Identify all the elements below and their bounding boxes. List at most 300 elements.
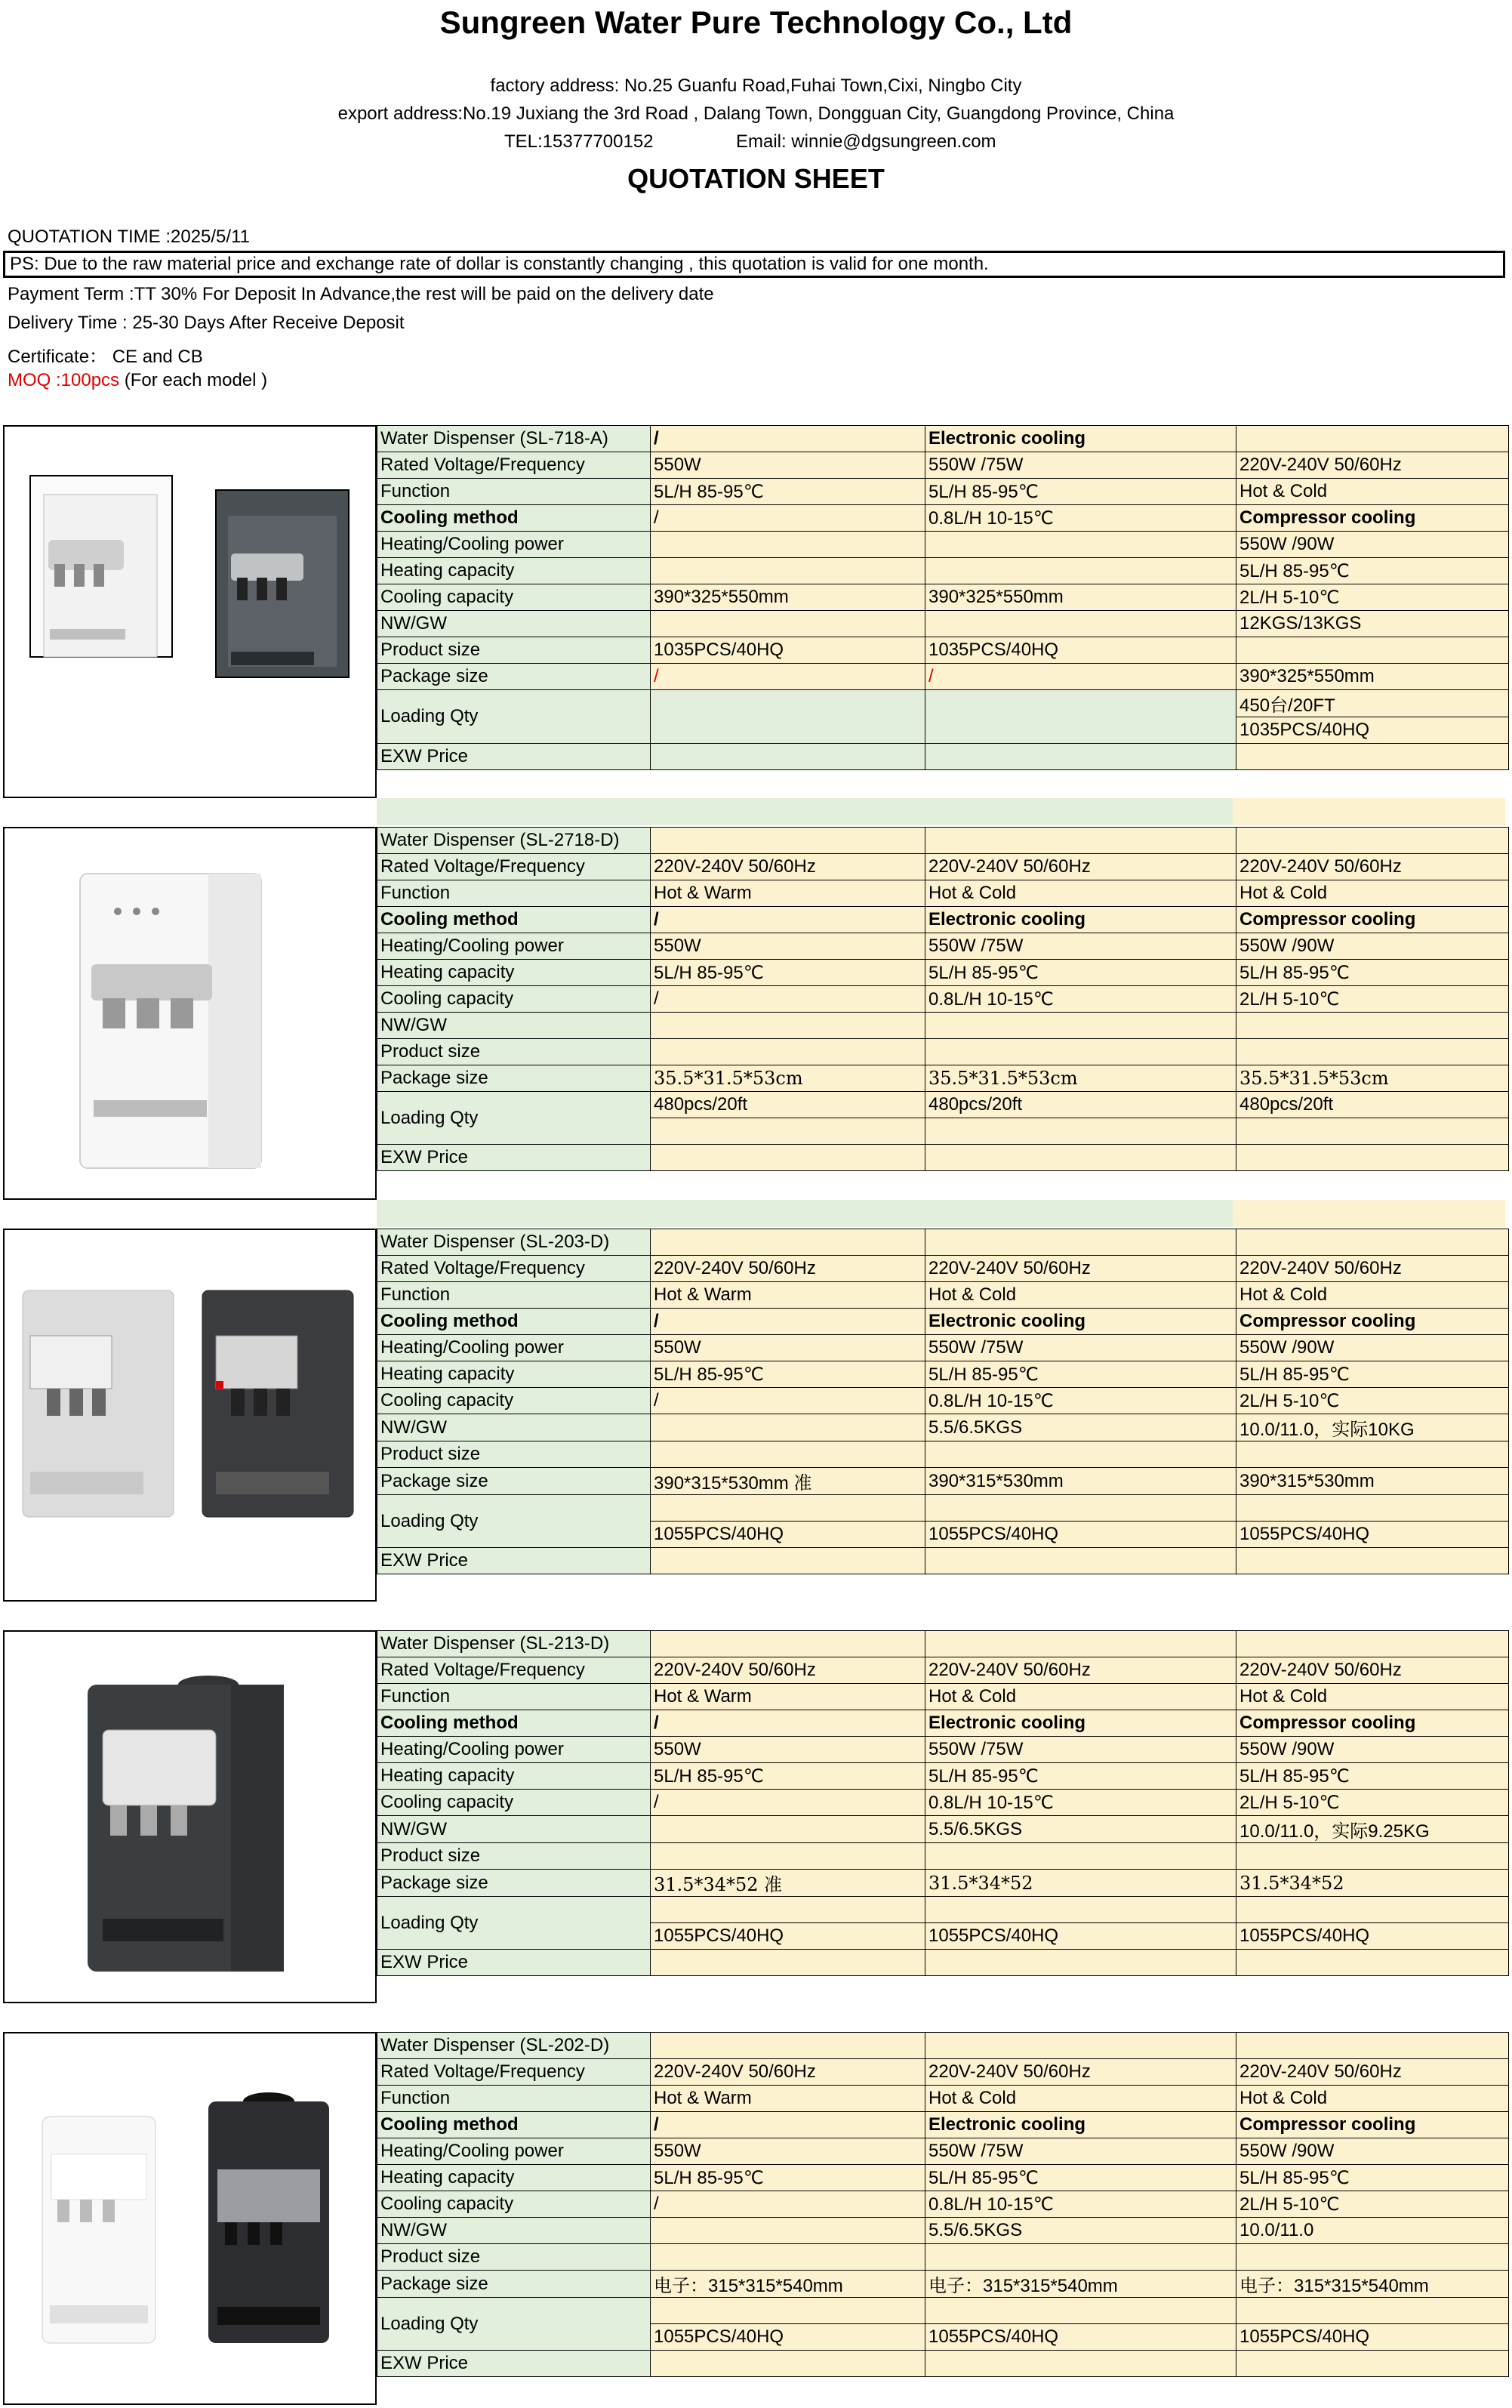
cell: Hot & Cold [1236,1684,1509,1710]
table-row [377,1256,1509,1282]
table-row [377,1335,1509,1361]
moq-note: (For each model ) [119,370,268,390]
row-label: EXW Price [377,2351,651,2377]
cell: 1055PCS/40HQ [1236,1522,1509,1548]
cell: Hot & Warm [651,880,925,907]
table-row [377,2244,1509,2271]
strip-yellow [1233,798,1505,825]
validity-note: PS: Due to the raw material price and exchange rate of dollar is constantly changing , this quotation is valid for one month. [3,251,1505,278]
cell: 1055PCS/40HQ [1236,2324,1509,2351]
cell [925,532,1236,558]
row-label: Package size [377,1870,651,1897]
cell [1236,828,1509,854]
cell: 5L/H 85-95℃ [925,960,1236,986]
spec-table [377,827,1509,1171]
row-label: Package size [377,2271,651,2298]
cell: 2L/H 5-10℃ [1236,2191,1509,2218]
cell [925,828,1236,854]
cell [651,2298,925,2324]
row-label: Product size [377,1843,651,1870]
cell: 390*325*550mm [651,584,925,611]
strip-green [377,1200,1233,1227]
table-row [377,1229,1509,1256]
row-label: Heating capacity [377,2165,651,2191]
table-row [377,690,1509,717]
cell: 1055PCS/40HQ [925,1923,1236,1950]
cell [651,1631,925,1657]
cell: 0.8L/H 10-15℃ [925,986,1236,1013]
table-row [377,558,1509,584]
model-name: Water Dispenser (SL-213-D) [377,1631,651,1657]
cell: Compressor cooling [1236,1309,1509,1335]
table-row [377,2271,1509,2298]
cell: 5L/H 85-95℃ [651,1763,925,1790]
row-label: Cooling capacity [377,1388,651,1414]
cell: 10.0/11.0，实际9.25KG [1236,1816,1509,1843]
cell: 550W /90W [1236,1737,1509,1763]
dispenser-photo [5,1632,375,2002]
row-label: EXW Price [377,1145,651,1171]
cell: 390*325*550mm [1236,664,1509,690]
dispenser-photo [5,1230,375,1600]
cell: 电子：315*315*540mm [651,2271,925,2298]
cell [1236,1039,1509,1065]
table-row [377,1441,1509,1468]
cell: 5L/H 85-95℃ [925,2165,1236,2191]
cell [925,1145,1236,1171]
dispenser-photo [5,828,375,1198]
cell [651,1414,925,1441]
table-row [377,2059,1509,2086]
cell: 2L/H 5-10℃ [1236,1388,1509,1414]
cell [1236,2351,1509,2377]
cell: Hot & Warm [651,1282,925,1309]
cell: 0.8L/H 10-15℃ [925,1790,1236,1816]
cell: 5L/H 85-95℃ [651,2165,925,2191]
table-row [377,2218,1509,2244]
cell: 390*315*530mm [1236,1468,1509,1495]
cell: / [651,2191,925,2218]
cell: / [651,907,925,933]
cell: 5.5/6.5KGS [925,1414,1236,1441]
cell [651,532,925,558]
separator-strip [377,798,1508,825]
row-label: Rated Voltage/Frequency [377,1256,651,1282]
cell [1236,1441,1509,1468]
table-row [377,2165,1509,2191]
cell [651,1816,925,1843]
export-address: export address:No.19 Juxiang the 3rd Road , Dalang Town, Dongguan City, Guangdong Province, China [337,103,1175,124]
cell: Hot & Cold [925,880,1236,907]
cell: 5L/H 85-95℃ [925,479,1236,505]
table-row [377,1790,1509,1816]
cell [1236,1145,1509,1171]
table-row [377,2138,1509,2165]
cell: 0.8L/H 10-15℃ [925,1388,1236,1414]
cell: 35.5*31.5*53cm [651,1065,925,1092]
cell: Hot & Cold [925,2086,1236,2112]
table-row [377,1495,1509,1522]
table-row [377,664,1509,690]
row-label: Cooling capacity [377,2191,651,2218]
row-label: NW/GW [377,1414,651,1441]
cell [651,744,925,770]
cell [925,2033,1236,2059]
table-row [377,452,1509,479]
tel: TEL:15377700152 [504,131,654,152]
row-label: NW/GW [377,611,651,637]
cell: Compressor cooling [1236,907,1509,933]
cell: 480pcs/20ft [1236,1092,1509,1118]
cell: 1035PCS/40HQ [925,637,1236,664]
table-row [377,2298,1509,2324]
cell: 5L/H 85-95℃ [925,1361,1236,1388]
cell: 5L/H 85-95℃ [1236,1763,1509,1790]
row-label: Rated Voltage/Frequency [377,452,651,479]
cell: 1055PCS/40HQ [651,1522,925,1548]
cell: 220V-240V 50/60Hz [925,854,1236,880]
cell: Electronic cooling [925,1309,1236,1335]
table-row [377,933,1509,960]
table-row [377,1039,1509,1065]
cell: 5L/H 85-95℃ [651,479,925,505]
cell: 550W [651,1737,925,1763]
row-label: Loading Qty [377,690,651,744]
model-name: Water Dispenser (SL-203-D) [377,1229,651,1256]
table-row [377,1950,1509,1976]
cell [925,1950,1236,1976]
row-label: Cooling capacity [377,584,651,611]
cell: 550W [651,2138,925,2165]
dispenser-photo [5,2033,375,2403]
cell: 220V-240V 50/60Hz [1236,854,1509,880]
cell: 12KGS/13KGS [1236,611,1509,637]
cell [651,1843,925,1870]
table-row [377,532,1509,558]
row-label: Cooling capacity [377,986,651,1013]
cell [651,558,925,584]
row-label: Loading Qty [377,1495,651,1548]
row-label: Heating/Cooling power [377,1335,651,1361]
cell [1236,1013,1509,1039]
table-row [377,1897,1509,1923]
cell: 35.5*31.5*53cm [925,1065,1236,1092]
cell: 35.5*31.5*53cm [1236,1065,1509,1092]
table-row [377,1013,1509,1039]
row-label: Cooling method [377,505,651,532]
cell: 480pcs/20ft [925,1092,1236,1118]
cell: Compressor cooling [1236,2112,1509,2138]
cell [925,1013,1236,1039]
cell [651,1495,925,1522]
cell: 1055PCS/40HQ [651,1923,925,1950]
table-row [377,2191,1509,2218]
table-row [377,828,1509,854]
cell: / [651,1309,925,1335]
cell [651,611,925,637]
cell: 1055PCS/40HQ [1236,1923,1509,1950]
cell: Hot & Warm [651,1684,925,1710]
cell: 5L/H 85-95℃ [1236,1361,1509,1388]
cell: 550W /75W [925,933,1236,960]
cell [651,690,925,744]
cell [1236,1495,1509,1522]
moq-line [8,370,267,391]
dispenser-photo [5,427,375,797]
cell [925,1843,1236,1870]
cell: Hot & Cold [925,1282,1236,1309]
cell: 390*315*530mm 准 [651,1468,925,1495]
table-row [377,1684,1509,1710]
row-label: NW/GW [377,1816,651,1843]
cell: Hot & Cold [1236,1282,1509,1309]
cell: 220V-240V 50/60Hz [925,2059,1236,2086]
model-name: Water Dispenser (SL-202-D) [377,2033,651,2059]
row-label: Product size [377,637,651,664]
row-label: NW/GW [377,2218,651,2244]
table-row [377,2351,1509,2377]
cell: 220V-240V 50/60Hz [925,1657,1236,1684]
table-row [377,1548,1509,1574]
sheet-title: QUOTATION SHEET [627,163,885,194]
cell: 550W [651,1335,925,1361]
table-row [377,1816,1509,1843]
cell: Electronic cooling [925,2112,1236,2138]
table-row [377,960,1509,986]
cell [651,1039,925,1065]
factory-address: factory address: No.25 Guanfu Road,Fuhai Town,Cixi, Ningbo City [490,76,1022,96]
cell [1236,1950,1509,1976]
cell [925,690,1236,744]
cell [1236,1548,1509,1574]
table-row [377,1657,1509,1684]
table-row [377,426,1509,452]
cell [1236,2298,1509,2324]
table-row [377,479,1509,505]
cell [1236,2244,1509,2271]
spec-table [377,1229,1509,1574]
cell: Hot & Cold [1236,880,1509,907]
cell: 5L/H 85-95℃ [651,960,925,986]
row-label: Heating capacity [377,960,651,986]
table-row [377,1145,1509,1171]
cell: Hot & Cold [925,1684,1236,1710]
table-row [377,1309,1509,1335]
table-row [377,584,1509,611]
table-row [377,986,1509,1013]
table-row [377,1282,1509,1309]
cell: 550W /90W [1236,933,1509,960]
row-label: NW/GW [377,1013,651,1039]
row-label: Package size [377,1468,651,1495]
cell: 31.5*34*52 准 [651,1870,925,1897]
cell: Compressor cooling [1236,1710,1509,1737]
cell: Electronic cooling [925,426,1236,452]
cell [1236,1229,1509,1256]
table-row [377,1092,1509,1118]
cell [651,1897,925,1923]
payment-term: Payment Term :TT 30% For Deposit In Advance,the rest will be paid on the delivery date [8,284,714,304]
cell: Hot & Cold [1236,2086,1509,2112]
product-photo-cell [3,827,377,1200]
product-photo-cell [3,1229,377,1602]
row-label: Loading Qty [377,1092,651,1145]
table-row [377,2112,1509,2138]
cell [651,1229,925,1256]
cell: 5L/H 85-95℃ [1236,558,1509,584]
cell [925,744,1236,770]
row-label: Heating/Cooling power [377,1737,651,1763]
row-label: Product size [377,1039,651,1065]
row-label: Rated Voltage/Frequency [377,1657,651,1684]
cell: / [651,1790,925,1816]
table-row [377,907,1509,933]
cell: 10.0/11.0，实际10KG [1236,1414,1509,1441]
table-row [377,1388,1509,1414]
product-photo-cell [3,1630,377,2003]
cell: 550W /75W [925,1335,1236,1361]
cell [925,2351,1236,2377]
cell: 5L/H 85-95℃ [1236,2165,1509,2191]
cell: 550W /75W [925,2138,1236,2165]
cell: Electronic cooling [925,1710,1236,1737]
cell [1236,1843,1509,1870]
cell: 10.0/11.0 [1236,2218,1509,2244]
cell: / [651,1388,925,1414]
cell [1236,1631,1509,1657]
cell: 电子：315*315*540mm [1236,2271,1509,2298]
row-label: Cooling method [377,2112,651,2138]
cell: 220V-240V 50/60Hz [651,1256,925,1282]
row-label: Function [377,1282,651,1309]
cell: 5L/H 85-95℃ [925,1763,1236,1790]
spec-table [377,2032,1509,2377]
cell: Electronic cooling [925,907,1236,933]
cell [925,2298,1236,2324]
cell [651,1441,925,1468]
cell: 5.5/6.5KGS [925,2218,1236,2244]
cell: 1055PCS/40HQ [925,2324,1236,2351]
row-label: Rated Voltage/Frequency [377,854,651,880]
email: Email: winnie@dgsungreen.com [736,131,996,152]
cell: 0.8L/H 10-15℃ [925,2191,1236,2218]
row-label: Function [377,479,651,505]
table-row [377,611,1509,637]
cell: 1035PCS/40HQ [1236,717,1509,744]
separator-strip [377,1200,1508,1227]
table-row [377,1763,1509,1790]
company-title: Sungreen Water Pure Technology Co., Ltd [439,5,1073,40]
table-row [377,1361,1509,1388]
cell: 390*325*550mm [925,584,1236,611]
row-label: Cooling capacity [377,1790,651,1816]
cell [925,611,1236,637]
row-label: Cooling method [377,907,651,933]
table-row [377,1631,1509,1657]
row-label: Package size [377,1065,651,1092]
cell [1236,637,1509,664]
cell [925,1495,1236,1522]
row-label: Product size [377,1441,651,1468]
cell: Hot & Warm [651,2086,925,2112]
row-label: Rated Voltage/Frequency [377,2059,651,2086]
strip-green [377,798,1233,825]
row-label: Loading Qty [377,2298,651,2351]
cell: 550W [651,933,925,960]
row-label: EXW Price [377,1548,651,1574]
row-label: Heating capacity [377,1763,651,1790]
cell: 450台/20FT [1236,690,1509,717]
cell: 390*315*530mm [925,1468,1236,1495]
quotation-time: QUOTATION TIME :2025/5/11 [8,227,250,247]
cell: 电子：315*315*540mm [925,2271,1236,2298]
cell: / [651,664,925,690]
cell [1236,2033,1509,2059]
row-label: Function [377,1684,651,1710]
table-row [377,1870,1509,1897]
cell [925,1548,1236,1574]
row-label: Heating capacity [377,558,651,584]
cell [651,2033,925,2059]
cell: 220V-240V 50/60Hz [651,2059,925,2086]
cell [651,828,925,854]
spec-table [377,425,1509,770]
cell: 220V-240V 50/60Hz [1236,452,1509,479]
cell [925,1229,1236,1256]
cell [651,1548,925,1574]
cell: 220V-240V 50/60Hz [1236,1256,1509,1282]
cell: / [651,1710,925,1737]
table-row [377,1065,1509,1092]
row-label: Heating/Cooling power [377,532,651,558]
delivery-time: Delivery Time : 25-30 Days After Receive Deposit [8,313,405,333]
cell: 550W [651,452,925,479]
cell: 1035PCS/40HQ [651,637,925,664]
cell [925,1441,1236,1468]
cell: 220V-240V 50/60Hz [651,1657,925,1684]
cell: 220V-240V 50/60Hz [651,854,925,880]
cell: / [651,986,925,1013]
cell: 2L/H 5-10℃ [1236,584,1509,611]
row-label: Function [377,880,651,907]
cell: 550W /90W [1236,532,1509,558]
row-label: Heating capacity [377,1361,651,1388]
cell [925,558,1236,584]
cell: 5L/H 85-95℃ [651,1361,925,1388]
cell: / [651,426,925,452]
cell [651,1118,925,1145]
product-photo-cell [3,425,377,798]
table-row [377,1737,1509,1763]
cell: 1055PCS/40HQ [925,1522,1236,1548]
cell: / [925,664,1236,690]
row-label: Function [377,2086,651,2112]
row-label: Product size [377,2244,651,2271]
table-row [377,637,1509,664]
row-label: Cooling method [377,1309,651,1335]
row-label: EXW Price [377,1950,651,1976]
row-label: EXW Price [377,744,651,770]
cell [651,2351,925,2377]
cell: 5.5/6.5KGS [925,1816,1236,1843]
row-label: Loading Qty [377,1897,651,1950]
cell: 550W /90W [1236,2138,1509,2165]
cell: 550W /75W [925,452,1236,479]
cell: 550W /75W [925,1737,1236,1763]
cell [651,1013,925,1039]
cell [1236,426,1509,452]
cell: 5L/H 85-95℃ [1236,960,1509,986]
